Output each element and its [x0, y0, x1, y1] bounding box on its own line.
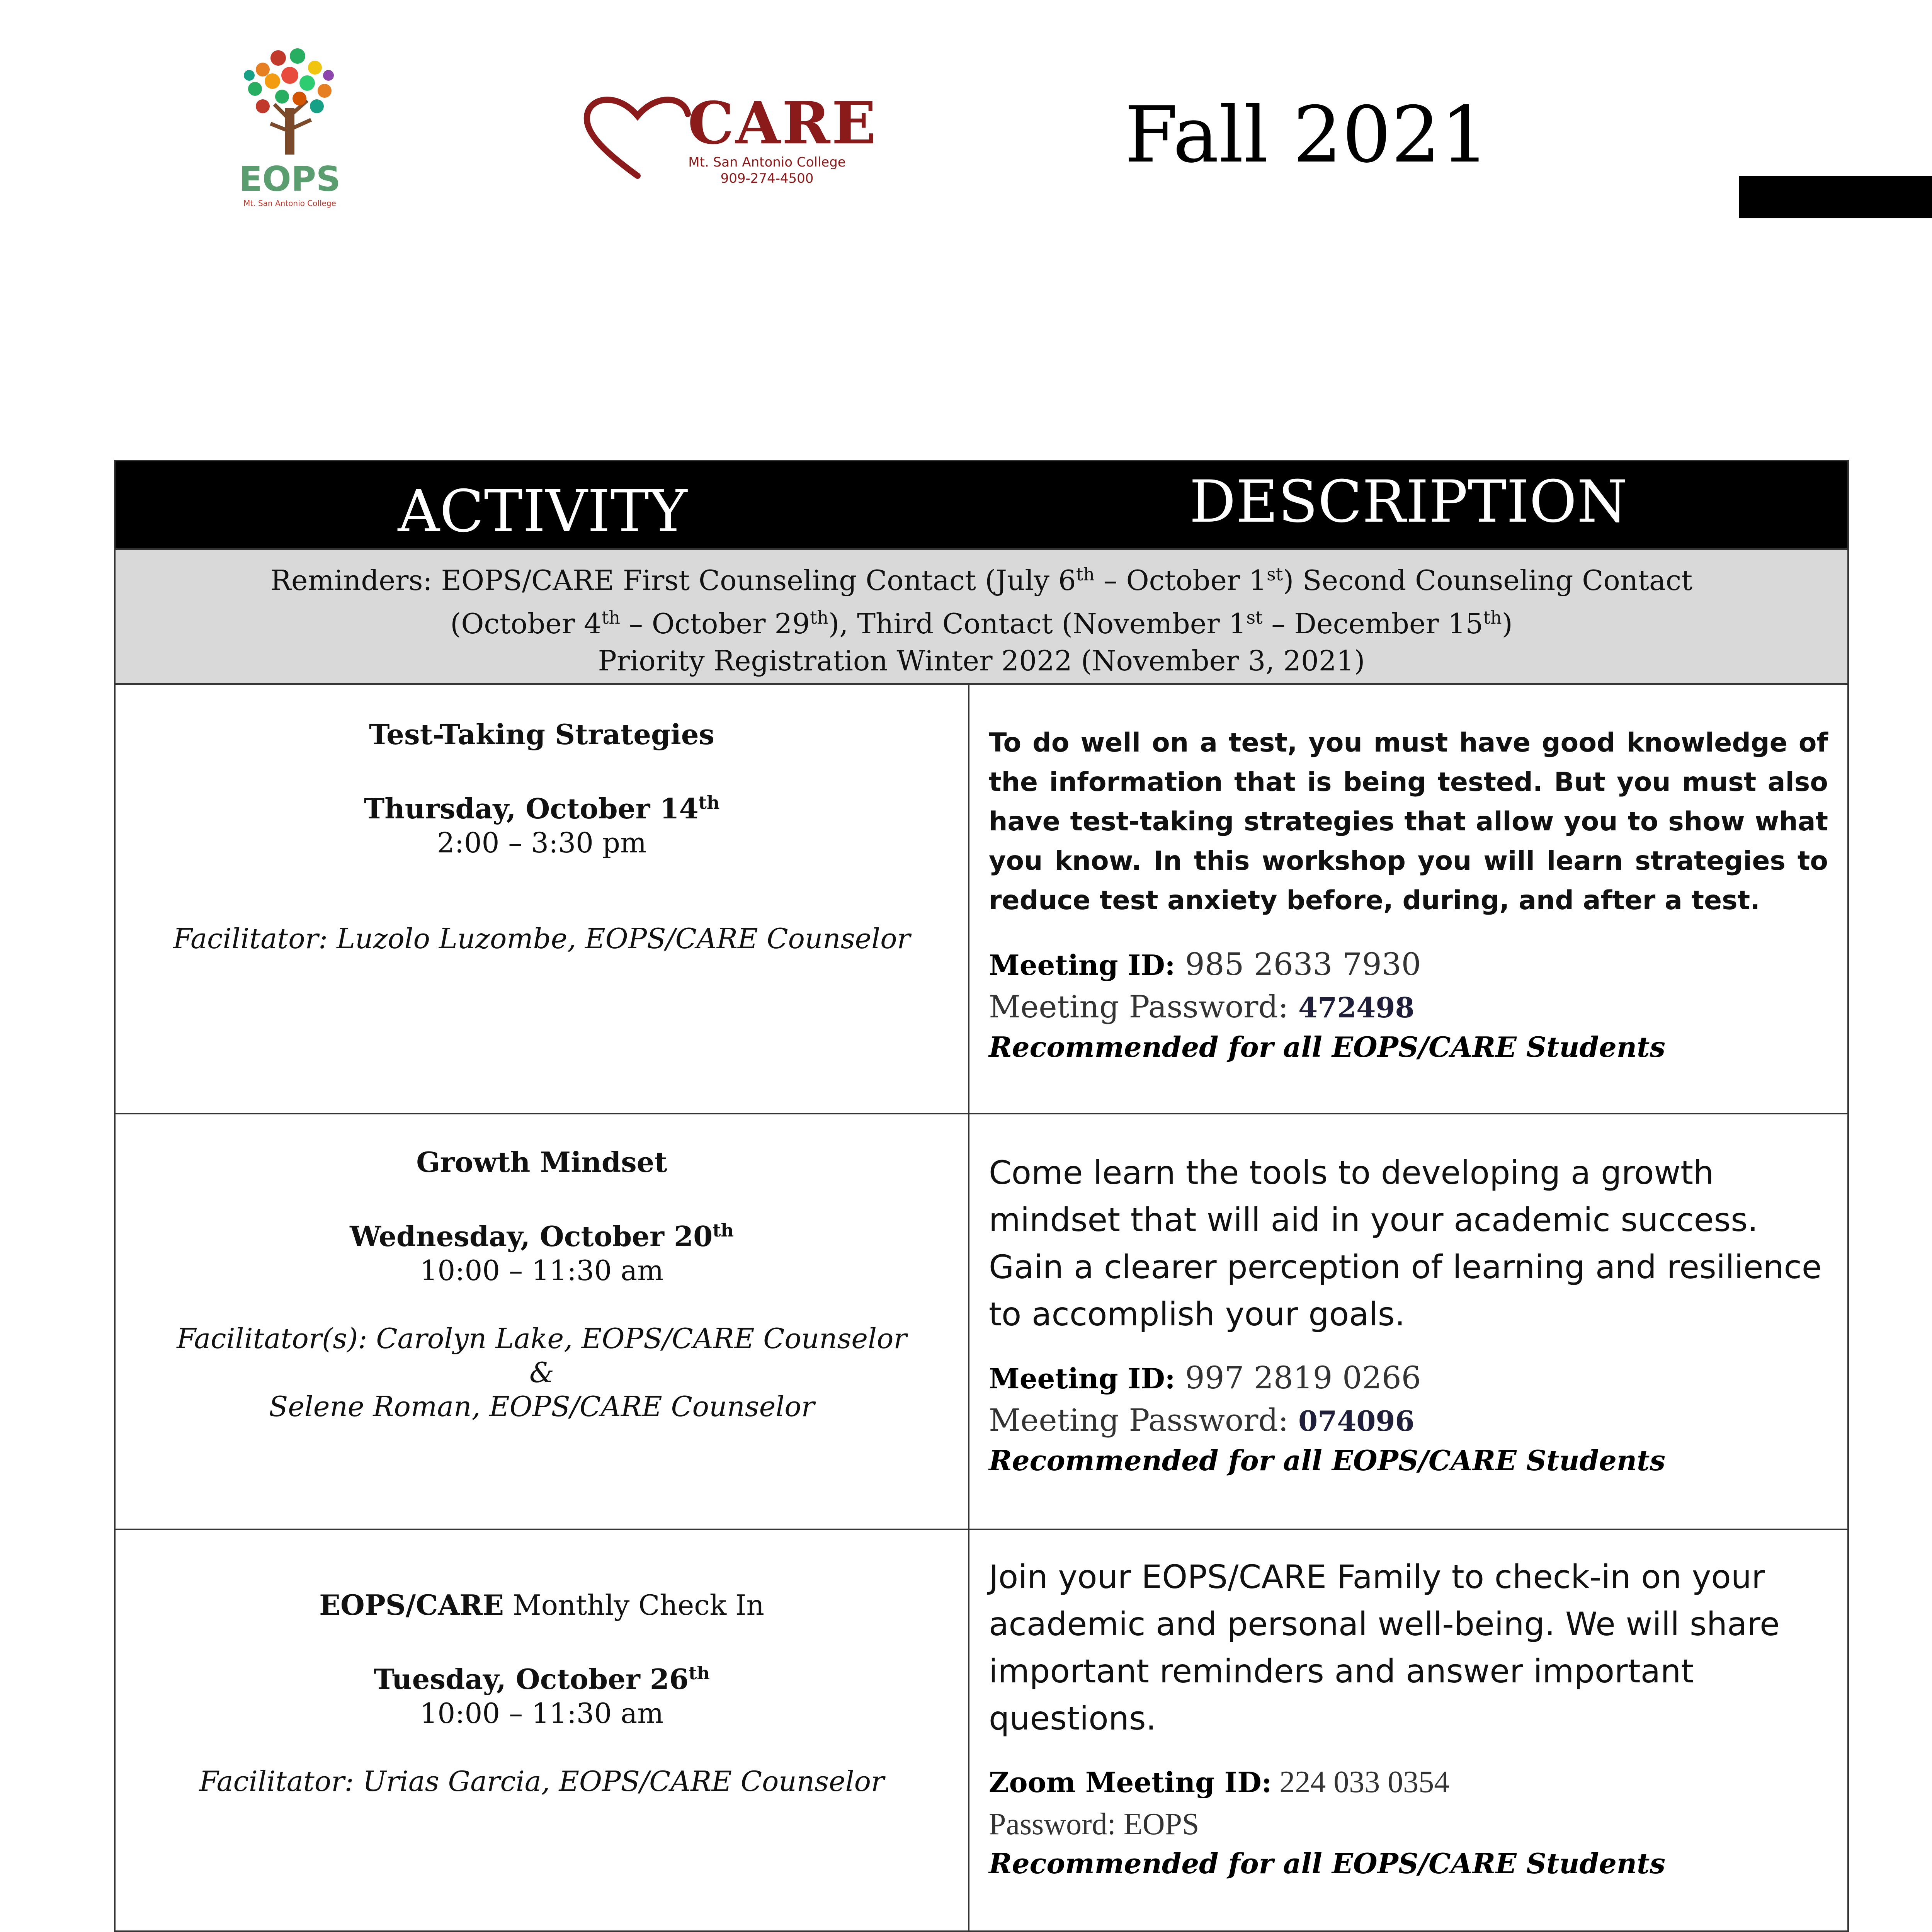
activity-time: 10:00 – 11:30 am: [420, 1697, 664, 1730]
recommended-note: Recommended for all EOPS/CARE Students: [989, 1444, 1665, 1477]
eops-logo-name: EOPS: [239, 159, 341, 199]
meeting-password: Meeting Password: 074096: [989, 1402, 1415, 1438]
eops-logo: [232, 43, 348, 208]
activity-facilitator: Facilitator: Luzolo Luzombe, EOPS/CARE Counselor: [173, 922, 910, 955]
meeting-password: Meeting Password: 472498: [989, 989, 1415, 1025]
meeting-id: Zoom Meeting ID: 224 033 0354: [989, 1765, 1450, 1799]
activity-date: Wednesday, October 20th: [350, 1220, 734, 1253]
description-cell: [969, 1530, 1847, 1930]
recommended-note: Recommended for all EOPS/CARE Students: [989, 1847, 1665, 1880]
activity-time: 2:00 – 3:30 pm: [437, 827, 647, 859]
care-logo: [580, 89, 878, 189]
activity-title: Test-Taking Strategies: [369, 718, 715, 751]
description-cell: [969, 685, 1847, 1113]
reminders-line-2: (October 4th – October 29th), Third Contact (November 1st – December 15th): [450, 607, 1513, 640]
facilitator-separator: &: [529, 1356, 554, 1389]
reminders-line-3: Priority Registration Winter 2022 (November 3, 2021): [598, 645, 1365, 677]
activity-description: To do well on a test, you must have good knowledge of the information that is being tested. But you must also have test-taking strategies that allow you to show what you know. In this workshop you will learn strategies to reduce test anxiety before, during, and after a test.: [989, 728, 1828, 916]
table-header: [116, 461, 1847, 548]
activity-time: 10:00 – 11:30 am: [420, 1254, 664, 1287]
activity-date: Tuesday, October 26th: [374, 1663, 710, 1696]
description-cell: [969, 1114, 1847, 1529]
activity-facilitator: Facilitator(s): Carolyn Lake, EOPS/CARE Counselor: [177, 1322, 907, 1355]
tree-icon: [240, 43, 340, 158]
eops-logo-college: Mt. San Antonio College: [243, 199, 336, 208]
reminders-banner: [116, 548, 1847, 683]
table-row: [116, 1113, 1847, 1529]
activity-description: Join your EOPS/CARE Family to check-in on your academic and personal well-being. We will share important reminders and answer important questions.: [989, 1558, 1780, 1737]
column-header-description: DESCRIPTION: [1189, 468, 1628, 536]
accommodations-notice: [116, 1930, 1847, 1932]
activity-facilitator: Facilitator: Urias Garcia, EOPS/CARE Counselor: [199, 1765, 884, 1798]
page-title: Fall 2021: [1124, 90, 1490, 180]
table-row: [116, 683, 1847, 1113]
care-logo-phone: 909-274-4500: [720, 171, 814, 186]
activity-title: EOPS/CARE Monthly Check In: [319, 1588, 764, 1621]
activity-description: Come learn the tools to developing a growth mindset that will aid in your academic success. Gain a clearer perception of learning and resilience to accomplish your goals.: [989, 1154, 1822, 1333]
schedule-table: [114, 460, 1849, 1932]
activity-facilitator-2: Selene Roman, EOPS/CARE Counselor: [269, 1390, 815, 1423]
meeting-id: Meeting ID: 997 2819 0266: [989, 1360, 1421, 1396]
activity-cell: [116, 1114, 969, 1529]
activity-cell: [116, 685, 969, 1113]
care-logo-name: CARE: [688, 89, 878, 157]
activity-cell: [116, 1530, 969, 1930]
activity-date: Thursday, October 14th: [364, 792, 720, 825]
care-logo-college: Mt. San Antonio College: [688, 155, 846, 170]
activity-title: Growth Mindset: [416, 1146, 667, 1179]
table-row: [116, 1529, 1847, 1930]
meeting-password: Password: EOPS: [989, 1807, 1199, 1841]
meeting-id: Meeting ID: 985 2633 7930: [989, 946, 1421, 982]
reminders-line-1: Reminders: EOPS/CARE First Counseling Contact (July 6th – October 1st) Second Counseling Contact: [270, 564, 1693, 597]
column-header-activity: ACTIVITY: [398, 478, 687, 545]
decorative-bar: [1739, 176, 1932, 218]
recommended-note: Recommended for all EOPS/CARE Students: [989, 1031, 1665, 1063]
